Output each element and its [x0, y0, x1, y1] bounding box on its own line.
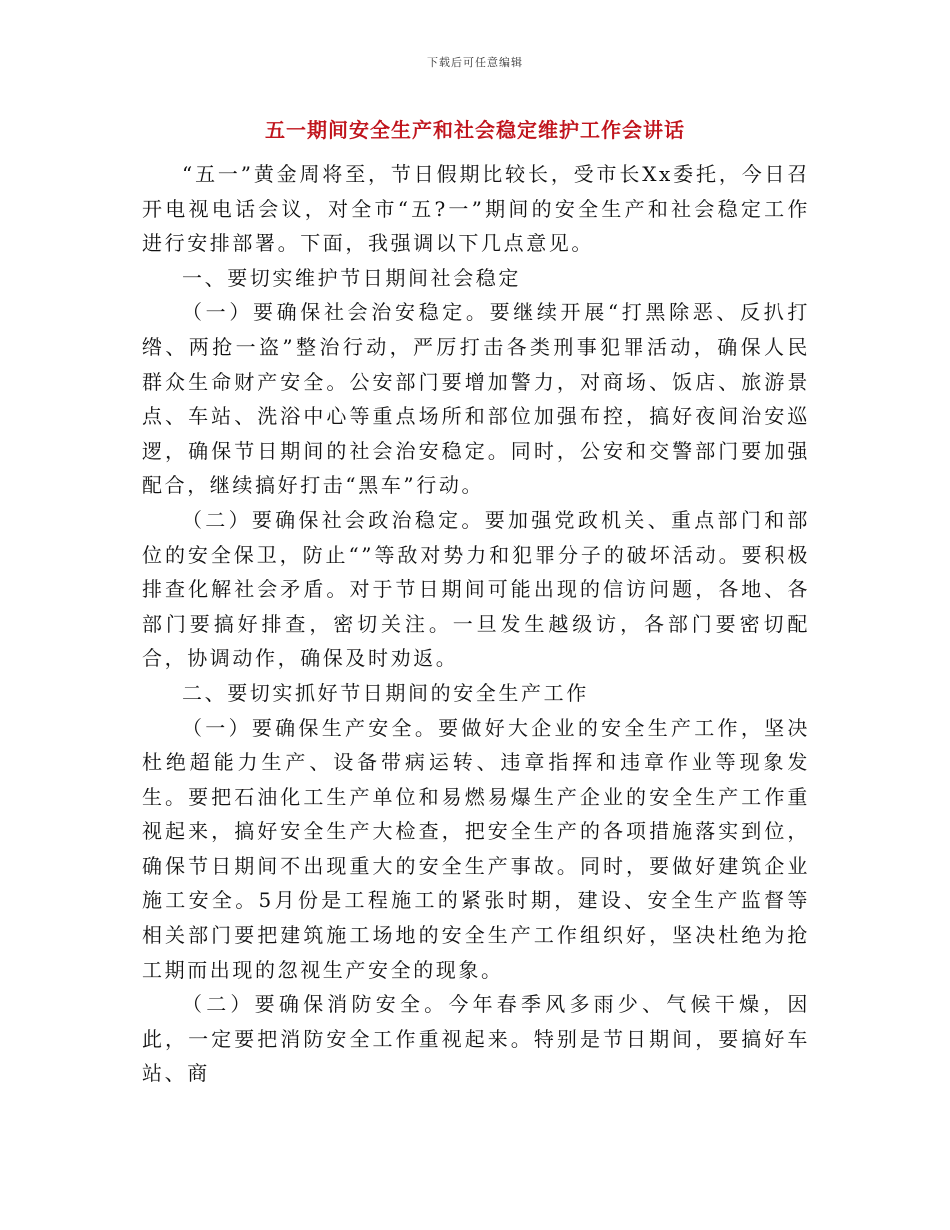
section-heading-2: 二、要切实抓好节日期间的安全生产工作 — [182, 680, 589, 705]
section-heading-1: 一、要切实维护节日期间社会稳定 — [182, 265, 521, 290]
paragraph-social-order: （一）要确保社会治安稳定。要继续开展“打黑除恶、反扒打绺、两抢一盗”整治行动，严厉打击各类刑事犯罪活动，确保人民群众生命财产安全。公安部门要增加警力，对商场、饭店、旅游景点、车站、洗浴中心等重点场所和部位加强布控，搞好夜间治安巡逻，确保节日期间的社会治安稳定。同时，公安和交警部门要加强配合，继续搞好打击“黑车”行动。 — [142, 300, 810, 498]
paragraph-political-stability: （二）要确保社会政治稳定。要加强党政机关、重点部门和部位的安全保卫，防止“”等敌对势力和犯罪分子的破坏活动。要积极排查化解社会矛盾。对于节日期间可能出现的信访问题，各地、各部门要搞好排查，密切关注。一旦发生越级访，各部门要密切配合，协调动作，确保及时劝返。 — [142, 507, 810, 671]
paragraph-production-safety: （一）要确保生产安全。要做好大企业的安全生产工作，坚决杜绝超能力生产、设备带病运转、违章指挥和违章作业等现象发生。要把石油化工生产单位和易燃易爆生产企业的安全生产工作重视起来，搞好安全生产大检查，把安全生产的各项措施落实到位，确保节日期间不出现重大的安全生产事故。同时，要做好建筑企业施工安全。5月份是工程施工的紧张时期，建设、安全生产监督等相关部门要把建筑施工场地的安全生产工作组织好，坚决杜绝为抢工期而出现的忽视生产安全的现象。 — [142, 715, 810, 982]
document-title: 五一期间安全生产和社会稳定维护工作会讲话 — [265, 118, 685, 142]
document-body — [142, 157, 810, 1091]
paragraph-intro: “五一”黄金周将至，节日假期比较长，受市长Xx委托，今日召开电视电话会议，对全市“五?一”期间的安全生产和社会稳定工作进行安排部署。下面，我强调以下几点意见。 — [142, 162, 810, 256]
header-note: 下载后可任意编辑 — [427, 56, 523, 69]
paragraph-fire-safety: （二）要确保消防安全。今年春季风多雨少、气候干燥，因此，一定要把消防安全工作重视起来。特别是节日期间，要搞好车站、商 — [142, 992, 810, 1086]
